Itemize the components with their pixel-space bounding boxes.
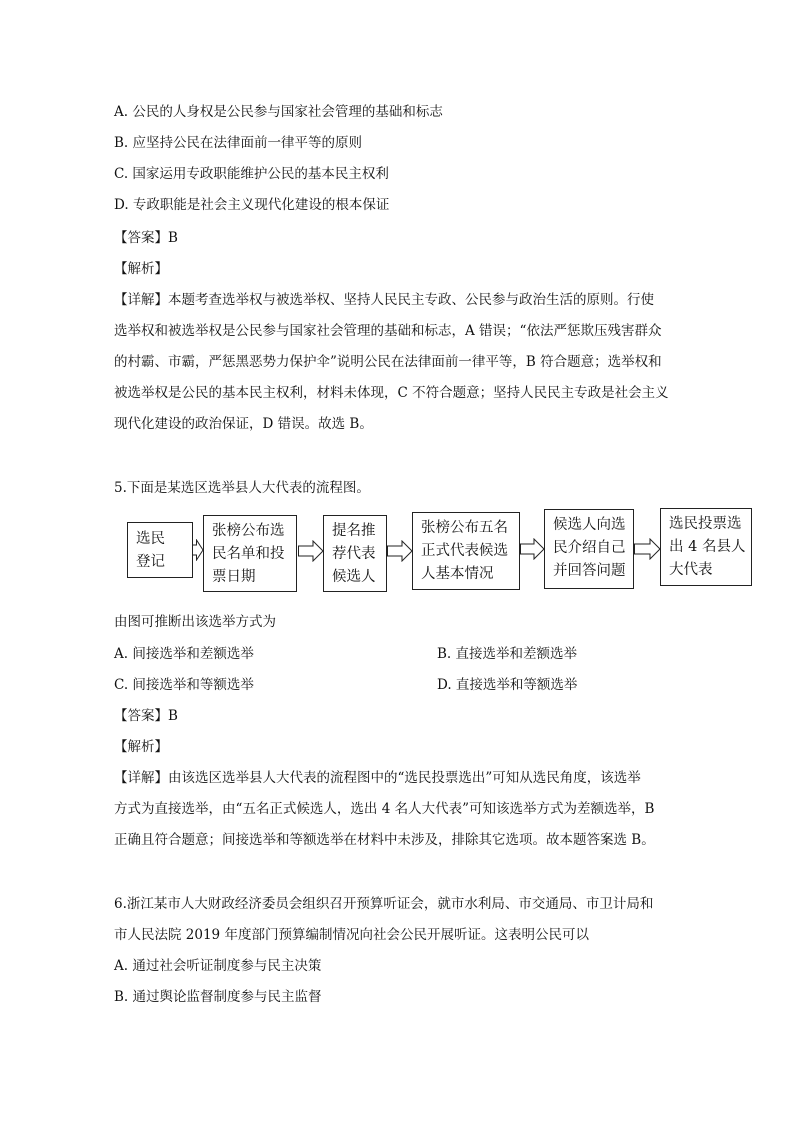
q4-option-a: A. 公民的人身权是公民参与国家社会管理的基础和标志 [114, 104, 443, 120]
q4-detail-line: 的村霸、市霸，严惩黑恶势力保护伞”说明公民在法律面前一律平等，B 符合题意；选举权和 [114, 354, 662, 370]
q6-stem-line: 市人民法院 2019 年度部门预算编制情况向社会公民开展听证。这表明公民可以 [114, 927, 589, 943]
q5-question: 由图可推断出该选举方式为 [114, 614, 276, 630]
q4-detail-line: 现代化建设的政治保证，D 错误。故选 B。 [114, 416, 373, 432]
q6-option-b: B. 通过舆论监督制度参与民主监督 [114, 989, 322, 1005]
q4-option-c: C. 国家运用专政职能维护公民的基本民主权利 [114, 166, 389, 182]
flow-arrow-icon [192, 539, 204, 561]
flow-box-publish-voter-list: 张榜公布选 民名单和投 票日期 [203, 515, 297, 592]
q5-option-c: C. 间接选举和等额选举 [114, 677, 254, 693]
q5-option-d: D. 直接选举和等额选举 [437, 677, 578, 693]
q4-detail-line: 被选举权是公民的基本民主权利，材料未体现，C 不符合题意；坚持人民民主专政是社会主义 [114, 385, 669, 401]
q5-detail-line: 方式为直接选举，由“五名正式候选人，选出 4 名人大代表”可知该选举方式为差额选举，B [114, 801, 655, 817]
flow-box-voter-registration: 选民 登记 [127, 522, 193, 578]
flow-box-candidate-introduction: 候选人向选 民介绍自己 并回答问题 [544, 509, 634, 589]
q4-detail-line: 【详解】本题考查选举权与被选举权、坚持人民民主专政、公民参与政治生活的原则。行使 [114, 292, 654, 308]
q4-analysis-label: 【解析】 [114, 261, 168, 277]
q4-option-b: B. 应坚持公民在法律面前一律平等的原则 [114, 135, 363, 151]
q5-detail-line: 正确且符合题意；间接选举和等额选举在材料中未涉及，排除其它选项。故本题答案选 B。 [114, 832, 655, 848]
q5-answer: 【答案】B [114, 708, 178, 724]
q5-detail-line: 【详解】由该选区选举县人大代表的流程图中的“选民投票选出”可知从选民角度，该选举 [114, 770, 641, 786]
q5-option-a: A. 间接选举和差额选举 [114, 646, 254, 662]
q6-stem-line: 6.浙江某市人大财政经济委员会组织召开预算听证会，就市水利局、市交通局、市卫计局和 [114, 896, 654, 912]
flow-arrow-icon [520, 538, 545, 560]
q5-analysis-label: 【解析】 [114, 739, 168, 755]
flow-arrow-icon [634, 538, 661, 560]
flow-box-publish-candidate-info: 张榜公布五名 正式代表候选 人基本情况 [412, 512, 520, 590]
q4-answer: 【答案】B [114, 230, 178, 246]
q5-option-b: B. 直接选举和差额选举 [437, 646, 578, 662]
flow-box-nominate-candidates: 提名推 荐代表 候选人 [323, 515, 387, 592]
flow-box-vote-representatives: 选民投票选 出 4 名县人 大代表 [660, 508, 752, 586]
q5-stem: 5.下面是某选区选举县人大代表的流程图。 [114, 480, 370, 496]
q6-option-a: A. 通过社会听证制度参与民主决策 [114, 958, 322, 974]
q4-detail-line: 选举权和被选举权是公民参与国家社会管理的基础和标志，A 错误；“依法严惩欺压残害群众 [114, 323, 662, 339]
flow-arrow-icon [387, 540, 413, 562]
q4-option-d: D. 专政职能是社会主义现代化建设的根本保证 [114, 197, 390, 213]
flow-arrow-icon [298, 540, 324, 562]
